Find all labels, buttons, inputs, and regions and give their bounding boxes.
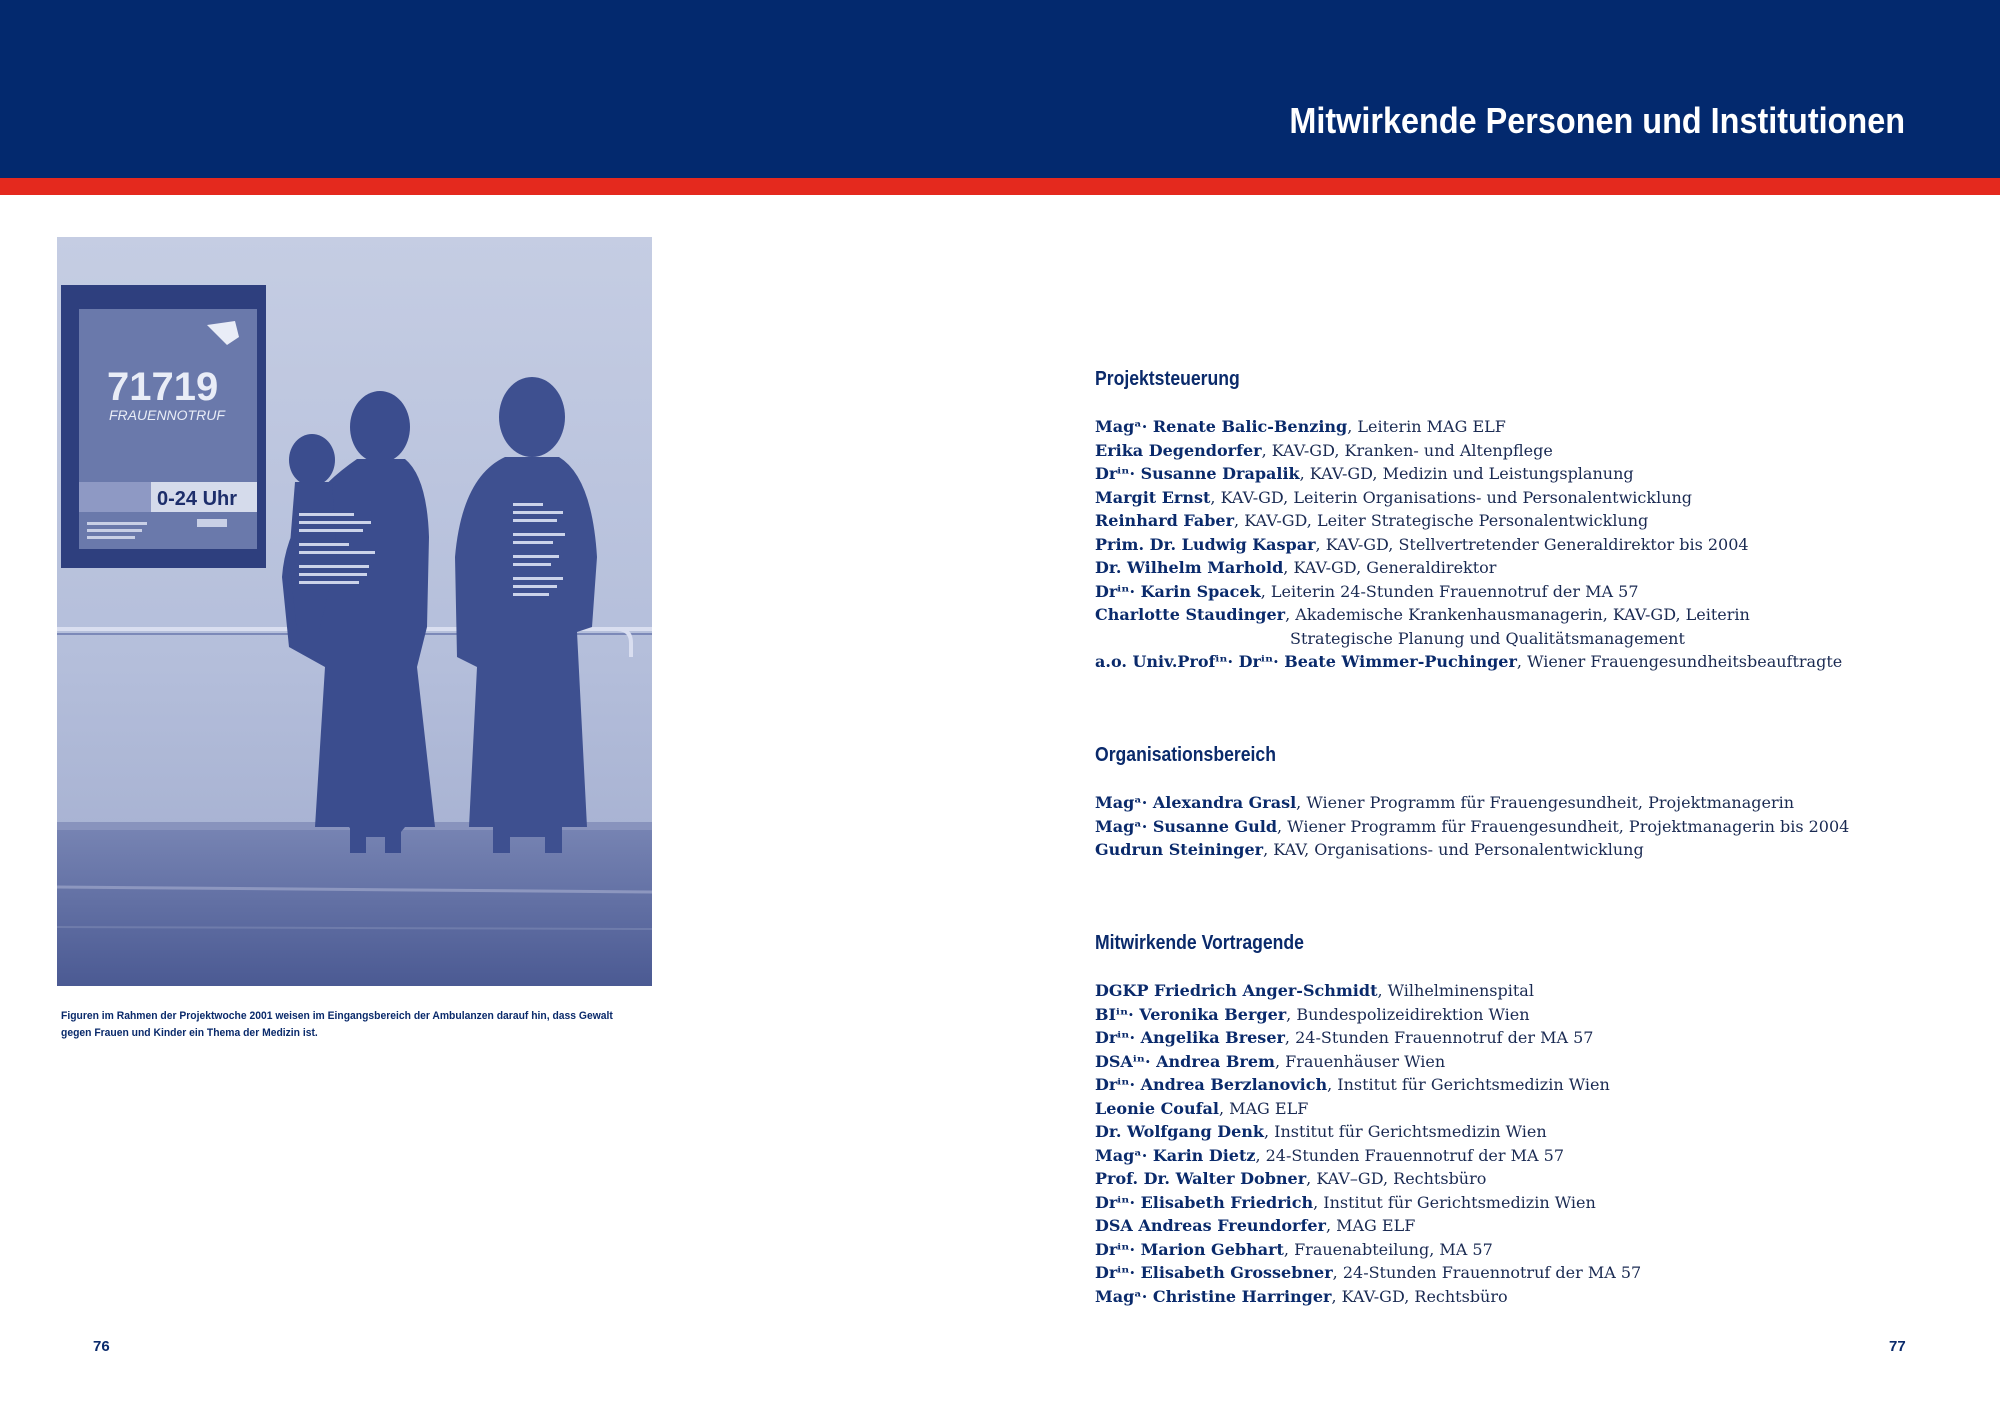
person-name: Magᵃ· Susanne Guld xyxy=(1095,816,1277,836)
person-entry xyxy=(1095,1073,1975,1097)
person-name: Magᵃ· Karin Dietz xyxy=(1095,1145,1256,1165)
photo-figures-poster xyxy=(57,237,652,986)
person-entry xyxy=(1095,509,1975,533)
person-role: , Institut für Gerichtsmedizin Wien xyxy=(1313,1192,1596,1212)
section-projektsteuerung xyxy=(1095,367,1975,674)
person-role: , KAV-GD, Rechtsbüro xyxy=(1331,1286,1508,1306)
poster-hours: 0-24 Uhr xyxy=(157,488,238,510)
person-role: , Wiener Programm für Frauengesundheit, Projektmanagerin bis 2004 xyxy=(1277,816,1850,836)
section-heading: Organisationsbereich xyxy=(1095,744,1276,766)
person-role: , Leiterin 24-Stunden Frauennotruf der MA 57 xyxy=(1260,581,1639,601)
person-entry xyxy=(1095,486,1975,510)
person-role: , Institut für Gerichtsmedizin Wien xyxy=(1327,1075,1610,1094)
person-name: DSAⁱⁿ· Andrea Brem xyxy=(1095,1051,1275,1071)
section-organisationsbereich xyxy=(1095,743,1975,862)
person-entry xyxy=(1095,791,1975,815)
person-name: Erika Degendorfer xyxy=(1095,440,1262,460)
person-name: DGKP Friedrich Anger-Schmidt xyxy=(1095,981,1378,1000)
person-name: Prof. Dr. Walter Dobner xyxy=(1095,1169,1307,1188)
person-role: , 24-Stunden Frauennotruf der MA 57 xyxy=(1255,1145,1565,1165)
person-name: Drⁱⁿ· Susanne Drapalik xyxy=(1095,464,1300,483)
person-role: , KAV-GD, Generaldirektor xyxy=(1283,558,1497,577)
person-entry xyxy=(1095,533,1975,557)
person-entry xyxy=(1095,1167,1975,1191)
person-role: , KAV-GD, Medizin und Leistungsplanung xyxy=(1299,464,1634,483)
person-name: Drⁱⁿ· Marion Gebhart xyxy=(1095,1239,1284,1259)
person-name: Margit Ernst xyxy=(1095,487,1211,507)
person-name: Reinhard Faber xyxy=(1095,511,1235,530)
person-role: , Wilhelminenspital xyxy=(1377,981,1534,1000)
person-name: Drⁱⁿ· Elisabeth Grossebner xyxy=(1095,1263,1333,1282)
person-name: Magᵃ· Christine Harringer xyxy=(1095,1286,1332,1306)
poster-number: 71719 xyxy=(107,365,219,409)
person-role: , Wiener Programm für Frauengesundheit, Projektmanagerin xyxy=(1296,793,1795,812)
photo-caption: Figuren im Rahmen der Projektwoche 2001 weisen im Eingangsbereich der Ambulanzen darauf hin, dass Gewalt gegen Frauen und Kinder ein Thema der Medizin ist. xyxy=(61,1010,613,1039)
person-entry xyxy=(1095,1120,1975,1144)
person-name: Drⁱⁿ· Elisabeth Friedrich xyxy=(1095,1192,1314,1212)
person-name: Leonie Coufal xyxy=(1095,1098,1219,1118)
person-entry xyxy=(1095,580,1975,604)
person-role: , Bundespolizeidirektion Wien xyxy=(1286,1004,1530,1024)
person-entry xyxy=(1095,603,1975,650)
section-heading: Projektsteuerung xyxy=(1095,368,1240,390)
person-role: , KAV-GD, Leiterin Organisations- und Personalentwicklung xyxy=(1210,487,1693,507)
person-role: , Frauenabteilung, MA 57 xyxy=(1283,1239,1493,1259)
poster xyxy=(61,285,266,568)
person-name: BIⁱⁿ· Veronika Berger xyxy=(1095,1004,1287,1024)
person-entry xyxy=(1095,1214,1975,1238)
person-name: Magᵃ· Renate Balic-Benzing xyxy=(1095,417,1348,436)
person-role: , KAV-GD, Stellvertretender Generaldirektor bis 2004 xyxy=(1315,534,1749,554)
person-entry xyxy=(1095,415,1975,439)
person-entry xyxy=(1095,650,1975,674)
person-entry xyxy=(1095,556,1975,580)
person-name: Drⁱⁿ· Karin Spacek xyxy=(1095,581,1261,601)
person-name: Prim. Dr. Ludwig Kaspar xyxy=(1095,534,1316,554)
person-entry xyxy=(1095,1026,1975,1050)
person-entry xyxy=(1095,462,1975,486)
person-role: , 24-Stunden Frauennotruf der MA 57 xyxy=(1284,1028,1594,1047)
person-name: Gudrun Steininger xyxy=(1095,840,1264,859)
person-name: Drⁱⁿ· Andrea Berzlanovich xyxy=(1095,1075,1328,1094)
person-entry xyxy=(1095,439,1975,463)
person-entry xyxy=(1095,979,1975,1003)
person-role: , KAV-GD, Leiter Strategische Personalentwicklung xyxy=(1234,511,1649,530)
person-role: , KAV, Organisations- und Personalentwicklung xyxy=(1263,840,1644,859)
person-name: a.o. Univ.Profⁱⁿ· Drⁱⁿ· Beate Wimmer-Puchinger xyxy=(1095,652,1517,671)
header-band xyxy=(0,0,2000,178)
section-mitwirkende-vortragende xyxy=(1095,931,1975,1308)
person-role: , Leiterin MAG ELF xyxy=(1347,417,1506,436)
person-entry xyxy=(1095,838,1975,862)
page-title: Mitwirkende Personen und Institutionen xyxy=(1289,100,1905,141)
person-entry xyxy=(1095,1097,1975,1121)
person-name: Dr. Wilhelm Marhold xyxy=(1095,558,1284,577)
person-name: Magᵃ· Alexandra Grasl xyxy=(1095,793,1297,812)
person-role: , MAG ELF xyxy=(1218,1098,1309,1118)
person-role: , Wiener Frauengesundheitsbeauftragte xyxy=(1516,652,1843,671)
person-role: , 24-Stunden Frauennotruf der MA 57 xyxy=(1332,1263,1642,1282)
person-role: , Frauenhäuser Wien xyxy=(1274,1051,1446,1071)
poster-brand: FRAUENNOTRUF xyxy=(109,407,225,423)
person-entry xyxy=(1095,1003,1975,1027)
person-entry xyxy=(1095,1238,1975,1262)
page-number-right: 77 xyxy=(1889,1338,1906,1355)
person-entry xyxy=(1095,1191,1975,1215)
person-entry xyxy=(1095,815,1975,839)
person-role: , MAG ELF xyxy=(1325,1216,1416,1235)
person-role: , Akademische Krankenhausmanagerin, KAV-GD, Leiterin xyxy=(1285,605,1750,624)
page-number-left: 76 xyxy=(93,1338,110,1355)
person-name: Charlotte Staudinger xyxy=(1095,605,1286,624)
person-name: DSA Andreas Freundorfer xyxy=(1095,1216,1326,1235)
person-role: , KAV-GD, Kranken- und Altenpflege xyxy=(1261,440,1553,460)
person-role: , Institut für Gerichtsmedizin Wien xyxy=(1264,1122,1547,1141)
person-entry xyxy=(1095,1261,1975,1285)
person-role: , KAV–GD, Rechtsbüro xyxy=(1306,1169,1487,1188)
header-accent-stripe xyxy=(0,178,2000,195)
person-name: Dr. Wolfgang Denk xyxy=(1095,1122,1264,1141)
person-entry xyxy=(1095,1144,1975,1168)
section-heading: Mitwirkende Vortragende xyxy=(1095,932,1304,954)
person-role-continued: Strategische Planung und Qualitätsmanagement xyxy=(1290,628,1685,648)
person-entry xyxy=(1095,1285,1975,1309)
person-entry xyxy=(1095,1050,1975,1074)
person-name: Drⁱⁿ· Angelika Breser xyxy=(1095,1028,1285,1047)
